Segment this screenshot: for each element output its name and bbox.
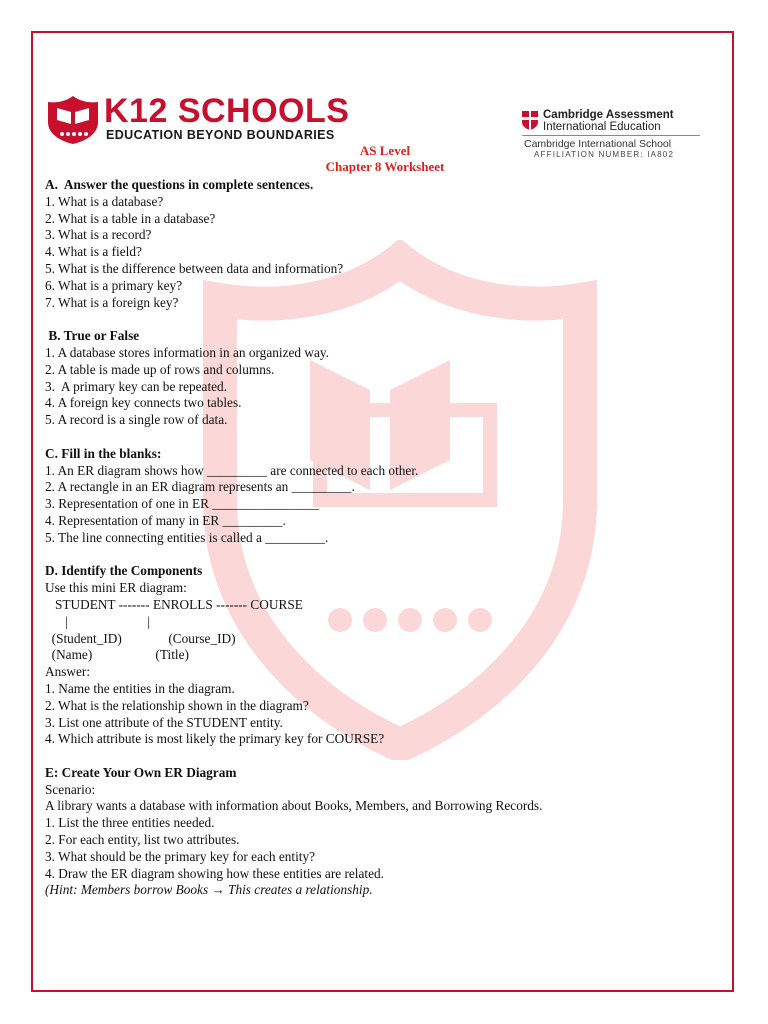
er-diagram-line: STUDENT ------- ENROLLS ------- COURSE — [45, 596, 303, 612]
section-d-heading: D. Identify the Components — [45, 563, 203, 579]
list-item: 4. Draw the ER diagram showing how these entities are related. — [45, 865, 384, 881]
er-diagram-line: (Student_ID) (Course_ID) — [45, 630, 236, 646]
answer-label: Answer: — [45, 664, 91, 680]
cambridge-school-line: Cambridge International School — [524, 138, 672, 150]
list-item: 3. Representation of one in ER ________________ — [45, 496, 319, 512]
cambridge-logo — [522, 109, 712, 161]
hint-text: (Hint: Members borrow Books → This creates a relationship. — [45, 882, 373, 898]
worksheet-title: Chapter 8 Worksheet — [325, 159, 445, 174]
list-item: 2. For each entity, list two attributes. — [45, 832, 240, 848]
cambridge-line2: International Education — [543, 121, 661, 133]
er-diagram-line: (Name) (Title) — [45, 647, 189, 663]
list-item: 3. What should be the primary key for each entity? — [45, 848, 316, 864]
list-item: 3. List one attribute of the STUDENT entity. — [45, 714, 283, 730]
list-item: 6. What is a primary key? — [45, 277, 183, 293]
worksheet-content — [45, 177, 705, 899]
list-item: 2. A table is made up of rows and columns. — [45, 361, 275, 377]
list-item: 1. What is a database? — [45, 193, 164, 209]
er-diagram-line: | | — [45, 613, 151, 629]
school-tagline: EDUCATION BEYOND BOUNDARIES — [106, 128, 335, 142]
list-item: 1. Name the entities in the diagram. — [45, 680, 235, 696]
section-c-heading: C. Fill in the blanks: — [45, 445, 162, 461]
list-item: 2. What is the relationship shown in the diagram? — [45, 697, 309, 713]
level-heading: AS Level — [359, 143, 411, 158]
scenario-text: A library wants a database with information about Books, Members, and Borrowing Records. — [45, 798, 543, 814]
list-item: 4. A foreign key connects two tables. — [45, 395, 242, 411]
list-item: 7. What is a foreign key? — [45, 294, 179, 310]
scenario-label: Scenario: — [45, 781, 96, 797]
school-name: K12 SCHOOLS — [104, 92, 350, 130]
k12-shield-logo-icon — [45, 94, 101, 146]
list-item: 5. The line connecting entities is called a _________. — [45, 529, 329, 545]
list-item: 4. Which attribute is most likely the primary key for COURSE? — [45, 731, 385, 747]
affiliation-number: AFFILIATION NUMBER: IA802 — [534, 150, 675, 159]
cambridge-divider — [522, 135, 700, 136]
list-item: 1. List the three entities needed. — [45, 815, 215, 831]
section-a-heading: A. Answer the questions in complete sentences. — [45, 177, 314, 192]
list-item: 1. A database stores information in an organized way. — [45, 344, 329, 360]
list-item: 4. Representation of many in ER _________. — [45, 512, 286, 528]
section-e-heading: E: Create Your Own ER Diagram — [45, 764, 237, 780]
cambridge-crest-icon — [522, 111, 538, 130]
list-item: 3. What is a record? — [45, 227, 152, 243]
cambridge-line1: Cambridge Assessment — [543, 109, 674, 121]
list-item: 3. A primary key can be repeated. — [45, 378, 228, 394]
list-item: 4. What is a field? — [45, 244, 142, 260]
list-item: 2. A rectangle in an ER diagram represents an _________. — [45, 479, 355, 495]
list-item: 1. An ER diagram shows how _________ are connected to each other. — [45, 462, 419, 478]
list-item: 5. A record is a single row of data. — [45, 412, 228, 428]
list-item: 2. What is a table in a database? — [45, 210, 216, 226]
list-item: 5. What is the difference between data and information? — [45, 260, 344, 276]
section-d-intro: Use this mini ER diagram: — [45, 580, 187, 596]
section-b-heading: B. True or False — [45, 328, 140, 344]
